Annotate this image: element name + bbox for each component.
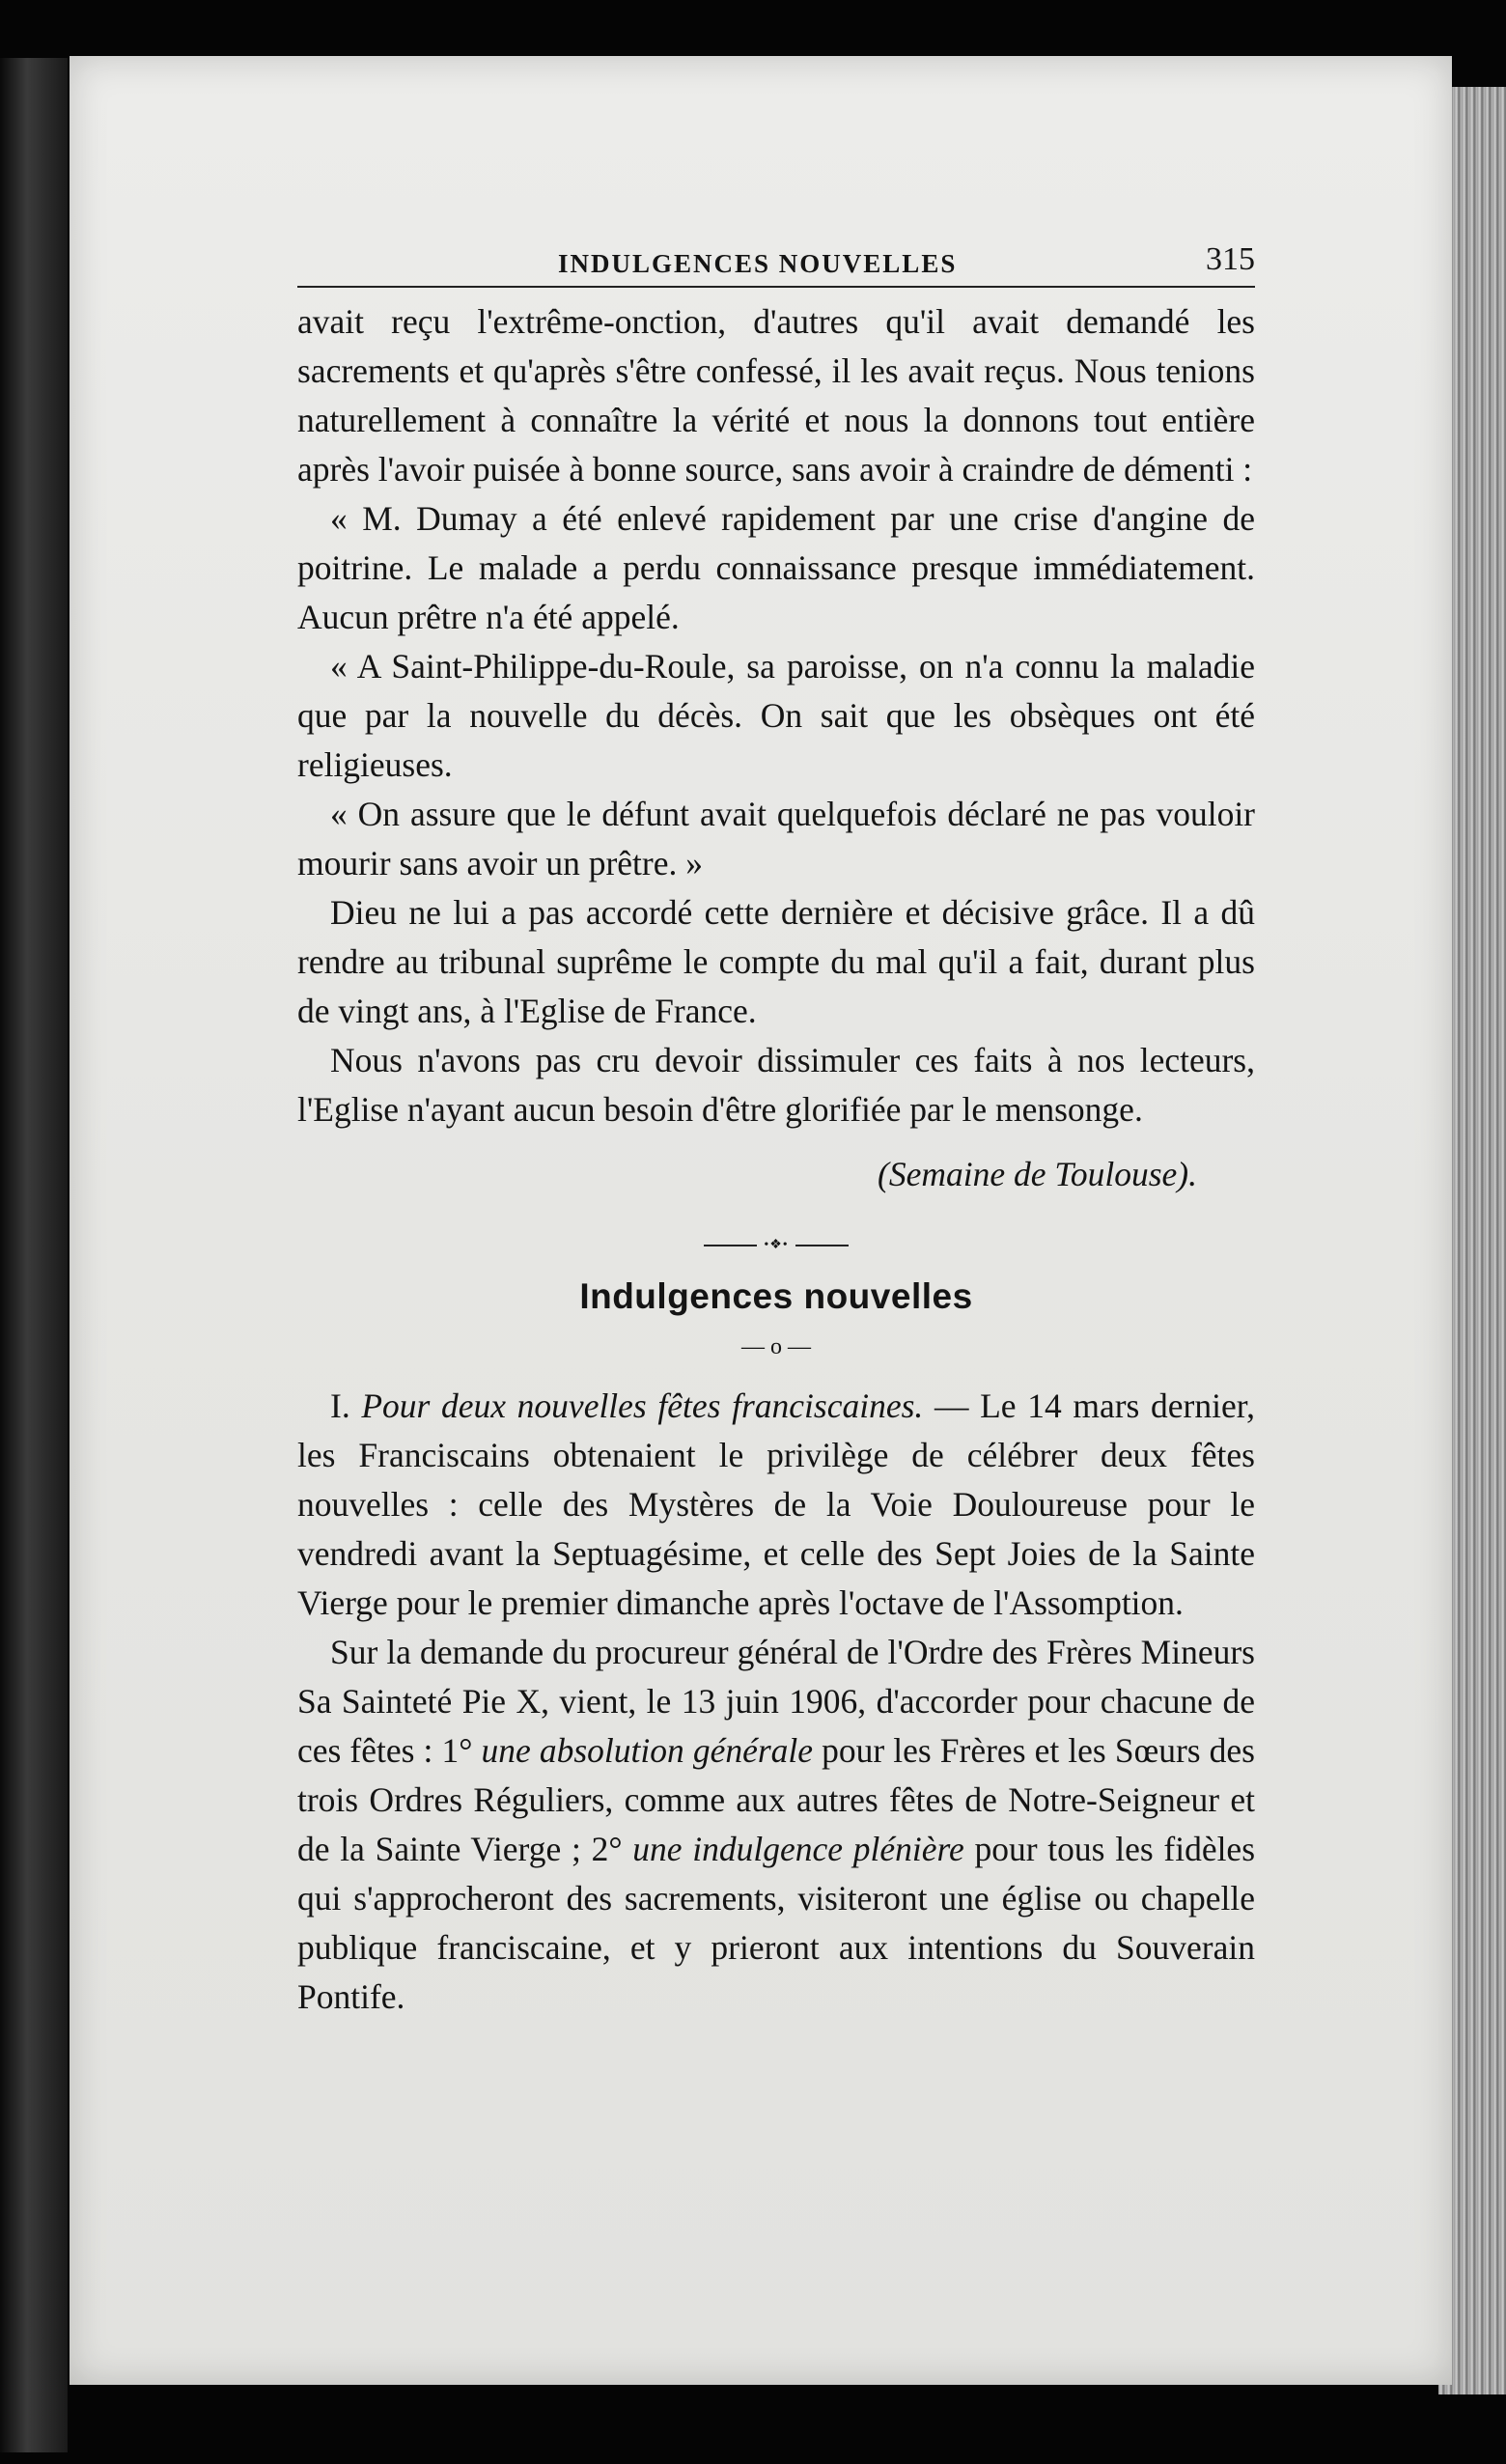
paragraph: « M. Dumay a été enlevé rapidement par une crise d'angine de poitrine. Le malade a perdu connaissance presque immédiatement. Aucun prêtre n'a été appelé. xyxy=(297,499,1255,636)
book-gutter-left xyxy=(0,58,68,2452)
text-run: pour tous les fidèles qui s'approcheront des sacrements, visiteront une église ou chapelle publique franciscaine, et y prieront aux intentions du Souverain Pontife. xyxy=(297,1830,1256,2016)
emphasis: une indulgence plénière xyxy=(632,1830,964,1868)
source-citation: (Semaine de Toulouse). xyxy=(878,1155,1197,1193)
paragraph xyxy=(297,1382,1255,1628)
item-title: Pour deux nouvelles fêtes franciscaines. xyxy=(361,1386,924,1425)
paragraph: avait reçu l'extrême-onction, d'autres qu'il avait demandé les sacrements et qu'après s'être confessé, il les avait reçus. Nous tenions naturellement à connaître la vérité et nous la donnons tout entière après l'avoir puisée à bonne source, sans avoir à craindre de démenti : xyxy=(297,302,1255,489)
article-body xyxy=(297,297,1255,1199)
page-content xyxy=(297,236,1255,2022)
running-title: INDULGENCES NOUVELLES xyxy=(558,249,958,278)
text-run: pour les Frères et les Sœurs des trois Ordres Réguliers, comme aux autres fêtes de Notre-Seigneur et de la Sainte Vierge ; 2° xyxy=(297,1731,1255,1868)
paragraph: Nous n'avons pas cru devoir dissimuler ces faits à nos lecteurs, l'Eglise n'ayant aucun besoin d'être glorifiée par le mensonge. xyxy=(297,1041,1255,1129)
text-run: Sur la demande du procureur général de l'Ordre des Frères Mineurs Sa Sainteté Pie X, vient, le 13 juin 1906, d'accorder pour chacune de ces fêtes : 1° xyxy=(297,1633,1255,1770)
running-head xyxy=(297,236,1255,288)
item-number: I. xyxy=(330,1386,350,1425)
paragraph: Dieu ne lui a pas accordé cette dernière et décisive grâce. Il a dû rendre au tribunal suprême le compte du mal qu'il a fait, durant plus de vingt ans, à l'Eglise de France. xyxy=(297,893,1255,1030)
emphasis: une absolution générale xyxy=(481,1731,814,1770)
page-number: 315 xyxy=(1206,241,1255,277)
section-divider xyxy=(704,1240,849,1251)
book-page xyxy=(70,56,1452,2385)
paragraph: « On assure que le défunt avait quelquefois déclaré ne pas vouloir mourir sans avoir un prêtre. » xyxy=(297,795,1255,882)
title-ornament: — o — xyxy=(741,1334,811,1359)
paragraph: « A Saint-Philippe-du-Roule, sa paroisse, on n'a connu la maladie que par la nouvelle du décès. On sait que les obsèques ont été religieuses. xyxy=(297,647,1255,784)
item-text: — Le 14 mars dernier, les Franciscains obtenaient le privilège de célébrer deux fêtes nouvelles : celle des Mystères de la Voie Douloureuse pour le vendredi avant la Septuagésime, et celle des Sept Joies de la Sainte Vierge pour le premier dimanche après l'octave de l'Assomption. xyxy=(297,1386,1255,1622)
divider-ornament: •❖• xyxy=(757,1240,795,1251)
section-title: Indulgences nouvelles xyxy=(579,1276,973,1316)
paragraph xyxy=(297,1628,1255,2022)
